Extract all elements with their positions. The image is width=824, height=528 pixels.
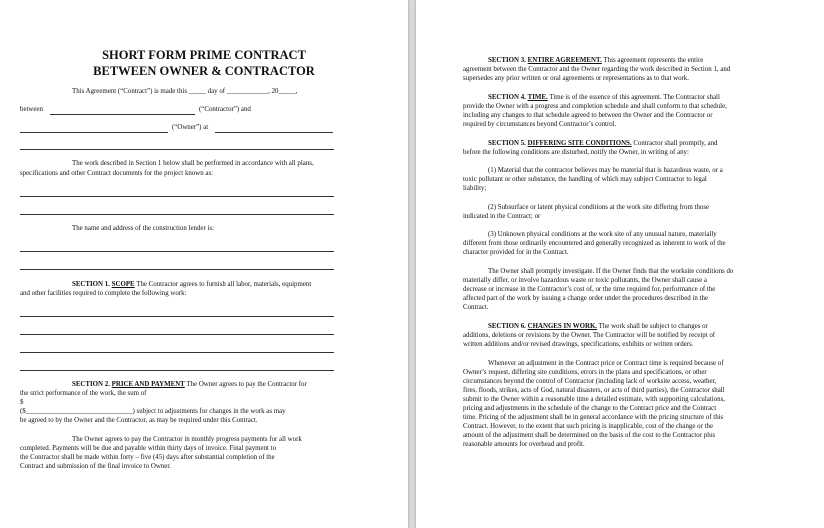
section5-heading: SECTION 5. bbox=[488, 140, 526, 147]
blank-line bbox=[20, 251, 334, 252]
contractor-name-line bbox=[50, 114, 195, 115]
blank-line bbox=[20, 334, 334, 335]
section4-text: provide the Owner with a progress and completion schedule and shall conform to that schedule, bbox=[463, 103, 727, 110]
adjustment-text: time. Pricing of the adjustment shall be in general accordance with the pricing structure of this bbox=[463, 414, 724, 421]
payment-line: the Contractor shall be made within forty – five (45) days after substantial completion of the bbox=[20, 454, 275, 461]
adjustment-text: pricing and adjustments in the schedule of the change to the Contract price and the Contract bbox=[463, 405, 717, 412]
condition-3: (3) Unknown physical conditions at the work site of any unusual nature, materially bbox=[488, 231, 717, 238]
section6-text: The work shall be subject to changes or bbox=[598, 323, 708, 330]
section6-text: written additions and/or revised drawings, specifications, exhibits or written orders. bbox=[463, 341, 694, 348]
section2-text3: be agreed to by the Owner and the Contractor, as may be required under this Contract. bbox=[20, 417, 258, 424]
investigate-text: decrease or increase in the Contractor’s cost of, or the time required for, performance of the bbox=[463, 286, 716, 293]
section3-title: ENTIRE AGREEMENT. bbox=[527, 57, 602, 64]
condition-2: (2) Subsurface or latent physical conditions at the work site differing from those bbox=[488, 204, 710, 211]
adjustment-text: fires, floods, strikes, acts of God, natural disasters, or acts of third parties), the Contractor shall bbox=[463, 387, 725, 394]
section5-line1 bbox=[488, 140, 718, 148]
between-label: between bbox=[20, 106, 43, 113]
blank-line bbox=[20, 316, 334, 317]
investigate-text: Contract. bbox=[463, 304, 489, 311]
condition-2: indicated in the Contract; or bbox=[463, 213, 541, 220]
section4-text: including any changes to that schedule agreed to between the Owner and the Contractor or bbox=[463, 112, 713, 119]
investigate-text: materially differ, or involve hazardous waste or toxic pollutants, the Owner shall cause a bbox=[463, 277, 707, 284]
section4-text: required by circumstances beyond Contractor’s control. bbox=[463, 121, 617, 128]
blank-line bbox=[20, 214, 334, 215]
section3-text: supersedes any prior written or oral agreements or representations as to that work. bbox=[463, 75, 689, 82]
section3-line1 bbox=[488, 57, 703, 65]
section2-text2: the strict performance of the work, the sum of bbox=[20, 390, 147, 397]
payment-line: The Owner agrees to pay the Contractor in monthly progress payments for all work bbox=[72, 436, 302, 443]
section2-heading: SECTION 2. bbox=[72, 381, 110, 388]
section3-text: agreement between the Contractor and the Owner regarding the work described in Section 1, and bbox=[463, 66, 731, 73]
blank-line bbox=[20, 196, 334, 197]
section2-dollar: $ bbox=[20, 399, 24, 406]
section2-title: PRICE AND PAYMENT bbox=[111, 381, 185, 388]
agreement-line: This Agreement (“Contract”) is made this _____ day of ____________, 20_____, bbox=[72, 88, 298, 95]
owner-name-line bbox=[20, 132, 168, 133]
section6-heading: SECTION 6. bbox=[488, 323, 526, 330]
section1-heading: SECTION 1. bbox=[72, 281, 110, 288]
adjustment-text: submit to the Owner within a reasonable time a detailed estimate, with supporting calculations, bbox=[463, 396, 725, 403]
section4-title: TIME. bbox=[527, 94, 548, 101]
section1-line1 bbox=[72, 281, 311, 289]
section2-text1: The Owner agrees to pay the Contractor for bbox=[186, 381, 307, 388]
payment-line: Contract and submission of the final invoice to Owner. bbox=[20, 463, 171, 470]
section2-amount-line: ($_______________________________) subject to adjustments for changes in the work as may bbox=[20, 408, 286, 415]
investigate-text: affected part of the work by issuing a change order under the procedures described in the bbox=[463, 295, 708, 302]
section5-text: Contractor shall promptly, and bbox=[633, 140, 718, 147]
adjustment-text: Contract. However, to the extent that such pricing is inapplicable, cost of the change or the bbox=[463, 423, 714, 430]
condition-3: different from those ordinarily encountered and generally recognized as inherent to work of the bbox=[463, 240, 726, 247]
section1-text2: and other facilities required to complete the following work: bbox=[20, 290, 187, 297]
adjustment-text: Whenever an adjustment in the Contract price or Contract time is required because of bbox=[488, 360, 724, 367]
section4-heading: SECTION 4. bbox=[488, 94, 526, 101]
blank-line bbox=[20, 269, 334, 270]
section4-line1 bbox=[488, 94, 720, 102]
section2-line1 bbox=[72, 381, 307, 389]
adjustment-text: circumstances beyond the control of Contractor (including lack of worksite access, weather, bbox=[463, 378, 717, 385]
section5-title: DIFFERING SITE CONDITIONS. bbox=[527, 140, 632, 147]
condition-3: character provided for in the Contract. bbox=[463, 249, 569, 256]
owner-label: (“Owner”) at bbox=[172, 124, 209, 131]
section3-heading: SECTION 3. bbox=[488, 57, 526, 64]
condition-1: toxic pollutant or other substance, the handling of which may subject Contractor to legal bbox=[463, 176, 707, 183]
work-desc-line2: specifications and other Contract documents for the project known as: bbox=[20, 170, 214, 177]
work-desc-line1: The work described in Section 1 below shall be performed in accordance with all plans, bbox=[72, 160, 314, 167]
section6-title: CHANGES IN WORK. bbox=[527, 323, 598, 330]
lender-line: The name and address of the construction lender is: bbox=[72, 225, 214, 232]
investigate-text: The Owner shall promptly investigate. If the Owner finds that the worksite conditions do bbox=[488, 268, 734, 275]
section1-text1: The Contractor agrees to furnish all labor, materials, equipment bbox=[136, 281, 312, 288]
document-page-2 bbox=[416, 0, 824, 528]
section6-line1 bbox=[488, 323, 708, 331]
section4-text: Time is of the essence of this agreement. The Contractor shall bbox=[549, 94, 720, 101]
document-page-1 bbox=[0, 0, 408, 528]
section1-title: SCOPE bbox=[111, 281, 135, 288]
blank-line bbox=[20, 149, 334, 150]
blank-line bbox=[20, 370, 334, 371]
contractor-label: (“Contractor”) and bbox=[199, 106, 251, 113]
contract-title-line1: SHORT FORM PRIME CONTRACT bbox=[102, 48, 306, 62]
adjustment-text: amount of the adjustment shall be determined on the basis of the cost to the Contractor plus bbox=[463, 432, 716, 439]
condition-1: liability; bbox=[463, 185, 487, 192]
adjustment-text: reasonable amounts for overhead and profit. bbox=[463, 441, 585, 448]
adjustment-text: Owner’s request, differing site conditions, errors in the plans and specifications, or other bbox=[463, 369, 707, 376]
section5-text: before the following conditions are disturbed, notify the Owner, in writing of any: bbox=[463, 149, 689, 156]
condition-1: (1) Material that the contractor believes may be material that is hazardous waste, or a bbox=[488, 167, 723, 174]
owner-address-line bbox=[215, 132, 333, 133]
section6-text: additions, deletions or revisions by the Owner. The Contractor will be notified by receipt of bbox=[463, 332, 716, 339]
payment-line: completed. Payments will be due and payable within thirty days of invoice. Final payment to bbox=[20, 445, 277, 452]
contract-title-line2: BETWEEN OWNER & CONTRACTOR bbox=[93, 64, 315, 78]
blank-line bbox=[20, 352, 334, 353]
section3-text: This agreement represents the entire bbox=[603, 57, 704, 64]
